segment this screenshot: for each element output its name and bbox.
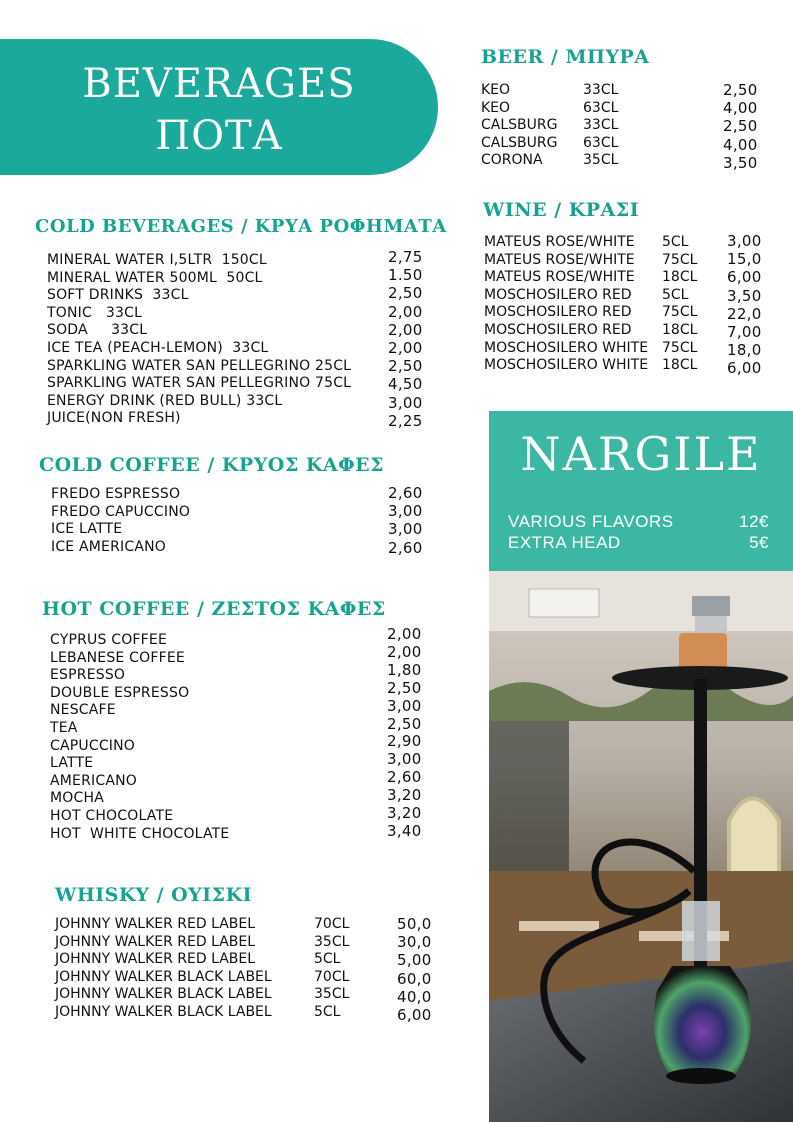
whisky-prices — [397, 915, 432, 1024]
hot-coffee-items-row: TEA — [50, 719, 78, 736]
whisky-sizes-row: 35CL — [314, 986, 350, 1003]
cold-beverages-items-row: ENERGY DRINK (RED BULL) 33CL — [47, 392, 283, 409]
whisky-items-row: JOHNNY WALKER RED LABEL — [55, 916, 256, 932]
cold-coffee-items-row: FREDO CAPUCCINO — [51, 503, 191, 520]
hot-coffee-items-row: HOT CHOCOLATE — [50, 807, 174, 824]
wine-items-row: MATEUS ROSE/WHITE — [484, 251, 635, 268]
hot-coffee-prices-row: 3,00 — [387, 696, 422, 715]
hot-coffee-prices-row: 3,20 — [387, 786, 422, 805]
cold-coffee-prices-row: 2,60 — [388, 538, 423, 557]
wine-prices — [727, 232, 762, 378]
wine-sizes-row: 75CL — [662, 339, 698, 356]
hot-coffee-items-row: LEBANESE COFFEE — [50, 649, 185, 666]
beer-items — [481, 82, 557, 170]
whisky-sizes-row: 5CL — [314, 1003, 341, 1020]
cold-beverages-items-row: MINERAL WATER I,5LTR 150CL — [47, 252, 267, 268]
hot-coffee-items-row: DOUBLE ESPRESSO — [50, 684, 190, 701]
wine-sizes-row: 5CL — [662, 234, 689, 250]
wine-items-row: MOSCHOSILERO RED — [484, 286, 632, 303]
wine-items-row: MATEUS ROSE/WHITE — [484, 269, 635, 286]
beer-sizes-row: 33CL — [583, 82, 619, 98]
cold-beverages-prices-row: 2,00 — [388, 339, 423, 358]
wine-items-row: MOSCHOSILERO WHITE — [484, 357, 649, 374]
cold-beverages-prices-row: 2,50 — [388, 357, 423, 376]
whisky-sizes — [314, 916, 349, 1022]
hot-coffee-items-row: NESCAFE — [50, 702, 116, 719]
nargile-row1-label: VARIOUS FLAVORS — [508, 512, 674, 531]
whisky-prices-row: 30,0 — [397, 933, 432, 952]
wine-title: WINE / ΚΡΑΣΙ — [483, 199, 640, 221]
hot-coffee-prices-row: 3,20 — [387, 804, 422, 823]
beer-prices-row: 3,50 — [723, 153, 758, 172]
wine-items-row: MOSCHOSILERO RED — [484, 304, 632, 321]
wine-prices-row: 15,0 — [727, 250, 762, 269]
cold-beverages-prices-row: 2,00 — [388, 302, 423, 321]
wine-sizes-row: 18CL — [662, 357, 698, 374]
wine-sizes-row: 75CL — [662, 304, 698, 321]
beer-title: BEER / ΜΠΥΡΑ — [481, 46, 650, 68]
beer-prices-row: 4,00 — [723, 135, 758, 154]
whisky-items-row: JOHNNY WALKER RED LABEL — [55, 951, 256, 968]
hot-coffee-items-row: LATTE — [50, 755, 94, 772]
nargile-panel — [489, 411, 793, 571]
whisky-prices-row: 60,0 — [397, 969, 432, 988]
cold-beverages-items-row: ICE TEA (PEACH-LEMON) 33CL — [47, 339, 269, 356]
wine-prices-row: 7,00 — [727, 323, 762, 342]
cold-coffee-title: COLD COFFEE / ΚΡΥΟΣ ΚΑΦΕΣ — [39, 454, 385, 476]
wine-prices-row: 3,00 — [727, 232, 762, 250]
beer-items-row: KEO — [481, 82, 511, 98]
header-title-gr: ΠΟΤΑ — [155, 113, 283, 159]
wine-sizes — [662, 234, 697, 375]
beer-prices-row: 2,50 — [723, 117, 758, 136]
beer-items-row: CALSBURG — [481, 117, 558, 134]
whisky-prices-row: 5,00 — [397, 951, 432, 970]
cold-coffee-prices-row: 3,00 — [388, 520, 423, 539]
nargile-title: NARGILE — [520, 427, 762, 481]
hot-coffee-items-row: CYPRUS COFFEE — [50, 632, 168, 648]
hookah-photo — [489, 571, 793, 1122]
cold-beverages-items-row: SPARKLING WATER SAN PELLEGRINO 25CL — [47, 357, 352, 374]
hot-coffee-prices-row: 2,50 — [387, 714, 422, 733]
whisky-sizes-row: 70CL — [314, 916, 350, 932]
whisky-prices-row: 6,00 — [397, 1006, 432, 1025]
cold-beverages-items-row: SODA 33CL — [47, 322, 148, 339]
hot-coffee-prices-row: 2,50 — [387, 678, 422, 697]
wine-prices-row: 18,0 — [727, 341, 762, 360]
whisky-items-row: JOHNNY WALKER RED LABEL — [55, 933, 256, 950]
header-banner — [0, 39, 438, 175]
hot-coffee-items-row: HOT WHITE CHOCOLATE — [50, 825, 230, 842]
beer-prices-row: 4,00 — [723, 99, 758, 118]
hot-coffee-prices — [387, 626, 422, 841]
whisky-items-row: JOHNNY WALKER BLACK LABEL — [55, 986, 272, 1003]
hot-coffee-prices-row: 3,40 — [387, 821, 422, 840]
whisky-prices-row: 40,0 — [397, 987, 432, 1006]
whisky-items — [55, 916, 272, 1022]
wine-sizes-row: 18CL — [662, 269, 698, 286]
beer-items-row: CORONA — [481, 152, 543, 169]
wine-prices-row: 3,50 — [727, 286, 762, 305]
cold-beverages-prices-row: 2,25 — [388, 411, 423, 430]
whisky-title: WHISKY / ΟΥΙΣΚΙ — [55, 884, 252, 906]
cold-coffee-items — [51, 486, 190, 556]
beer-items-row: CALSBURG — [481, 134, 558, 151]
nargile-row2-price: 5€ — [749, 533, 769, 552]
cold-beverages-prices-row: 2,50 — [388, 284, 423, 303]
beer-items-row: KEO — [481, 99, 511, 116]
hot-coffee-items-row: ESPRESSO — [50, 667, 126, 684]
beer-sizes-row: 63CL — [583, 99, 619, 116]
beer-sizes-row: 63CL — [583, 134, 619, 151]
whisky-sizes-row: 35CL — [314, 933, 350, 950]
cold-beverages-title: COLD BEVERAGES / ΚΡΥΑ ΡΟΦΗΜΑΤΑ — [35, 216, 447, 237]
cold-beverages-prices — [388, 248, 423, 430]
hot-coffee-prices-row: 2,00 — [387, 642, 422, 661]
whisky-sizes-row: 5CL — [314, 951, 341, 968]
wine-prices-row: 6,00 — [727, 359, 762, 378]
cold-coffee-items-row: FREDO ESPRESSO — [51, 486, 181, 502]
beer-sizes-row: 35CL — [583, 152, 619, 169]
cold-beverages-prices-row: 2,00 — [388, 320, 423, 339]
wine-sizes-row: 5CL — [662, 286, 689, 303]
cold-beverages-items-row: SPARKLING WATER SAN PELLEGRINO 75CL — [47, 375, 352, 392]
cold-beverages-prices-row: 2,75 — [388, 248, 423, 266]
cold-beverages-prices-row: 1.50 — [388, 266, 423, 285]
wine-items — [484, 234, 648, 375]
cold-beverages-items-row: SOFT DRINKS 33CL — [47, 287, 189, 304]
cold-coffee-items-row: ICE LATTE — [51, 521, 123, 538]
wine-items-row: MOSCHOSILERO WHITE — [484, 339, 649, 356]
beer-sizes-row: 33CL — [583, 117, 619, 134]
hot-coffee-prices-row: 3,00 — [387, 750, 422, 769]
cold-beverages-items-row: MINERAL WATER 500ML 50CL — [47, 269, 263, 286]
cold-coffee-prices-row: 2,60 — [388, 484, 423, 502]
hot-coffee-prices-row: 2,00 — [387, 625, 422, 643]
cold-beverages-prices-row: 4,50 — [388, 375, 423, 394]
nargile-row1-price: 12€ — [739, 512, 769, 531]
hot-coffee-prices-row: 2,60 — [387, 768, 422, 787]
wine-sizes-row: 75CL — [662, 251, 698, 268]
wine-items-row: MATEUS ROSE/WHITE — [484, 234, 635, 250]
beer-prices-row: 2,50 — [723, 81, 758, 99]
wine-items-row: MOSCHOSILERO RED — [484, 321, 632, 338]
wine-sizes-row: 18CL — [662, 321, 698, 338]
cold-coffee-prices — [388, 484, 423, 557]
cold-beverages-items-row: TONIC 33CL — [47, 304, 143, 321]
cold-beverages-items-row: JUICE(NON FRESH) — [47, 410, 181, 427]
wine-prices-row: 6,00 — [727, 268, 762, 287]
nargile-row2-label: EXTRA HEAD — [508, 533, 621, 552]
whisky-items-row: JOHNNY WALKER BLACK LABEL — [55, 1003, 272, 1020]
beer-sizes — [583, 82, 618, 170]
cold-beverages-items — [47, 252, 351, 428]
cold-beverages-prices-row: 3,00 — [388, 393, 423, 412]
beer-prices — [723, 81, 758, 172]
whisky-sizes-row: 70CL — [314, 968, 350, 985]
hot-coffee-title: HOT COFFEE / ΖΕΣΤΟΣ ΚΑΦΕΣ — [42, 598, 386, 620]
hot-coffee-items — [50, 632, 229, 843]
whisky-items-row: JOHNNY WALKER BLACK LABEL — [55, 968, 272, 985]
wine-prices-row: 22,0 — [727, 304, 762, 323]
header-title-en: BEVERAGES — [82, 61, 356, 107]
hot-coffee-prices-row: 2,90 — [387, 732, 422, 751]
whisky-prices-row: 50,0 — [397, 915, 432, 933]
hot-coffee-items-row: AMERICANO — [50, 772, 138, 789]
cold-coffee-prices-row: 3,00 — [388, 502, 423, 521]
hot-coffee-items-row: MOCHA — [50, 790, 104, 807]
hot-coffee-prices-row: 1,80 — [387, 660, 422, 679]
hot-coffee-items-row: CAPUCCINO — [50, 737, 136, 754]
cold-coffee-items-row: ICE AMERICANO — [51, 538, 167, 555]
